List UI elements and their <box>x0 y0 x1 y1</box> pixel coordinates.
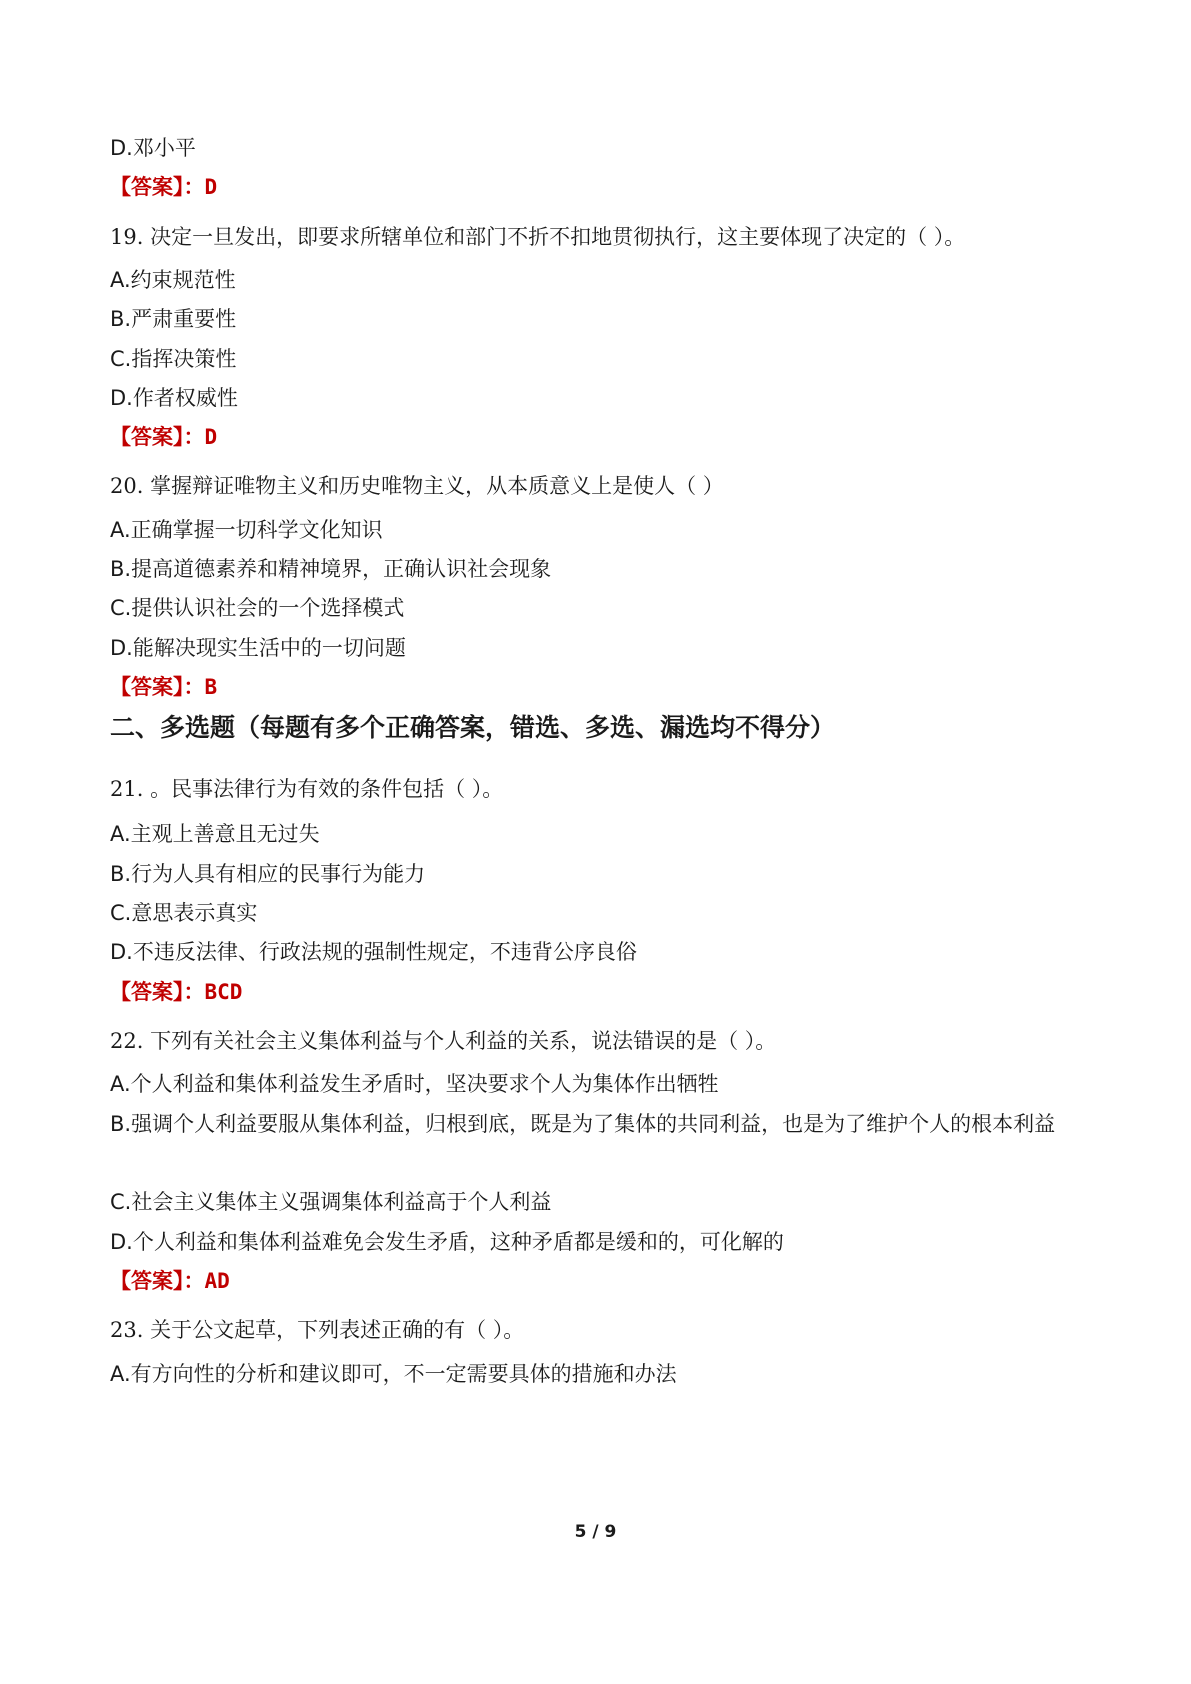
option-b-q20: B.提高道德素养和精神境界，正确认识社会现象 <box>110 557 552 581</box>
question-23: 23. 关于公文起草，下列表述正确的有（ ）。 <box>110 1318 525 1342</box>
option-b-q21: B.行为人具有相应的民事行为能力 <box>110 862 426 886</box>
answer-label: 【答案】： <box>110 1269 205 1293</box>
option-d-q18: D.邓小平 <box>110 136 196 160</box>
option-c-q22: C.社会主义集体主义强调集体利益高于个人利益 <box>110 1190 552 1214</box>
option-d-q20: D.能解决现实生活中的一切问题 <box>110 636 406 660</box>
answer-label: 【答案】： <box>110 425 205 449</box>
option-a-q19: A.约束规范性 <box>110 268 236 292</box>
answer-q19 <box>110 423 1091 451</box>
question-21: 21. 。民事法律行为有效的条件包括（ ）。 <box>110 777 504 801</box>
answer-q22 <box>110 1267 1091 1295</box>
answer-value: B <box>204 675 218 699</box>
answer-q20 <box>110 673 1091 701</box>
answer-value: D <box>204 175 218 199</box>
answer-value: AD <box>204 1269 230 1293</box>
option-b-q19: B.严肃重要性 <box>110 307 237 331</box>
question-19: 19. 决定一旦发出，即要求所辖单位和部门不折不扣地贯彻执行，这主要体现了决定的（ ）。 <box>110 225 966 249</box>
answer-value: BCD <box>204 980 243 1004</box>
answer-q18 <box>110 173 1091 201</box>
option-a-q23: A.有方向性的分析和建议即可，不一定需要具体的措施和办法 <box>110 1362 677 1386</box>
question-20: 20. 掌握辩证唯物主义和历史唯物主义，从本质意义上是使人（ ） <box>110 474 724 498</box>
option-d-q19: D.作者权威性 <box>110 386 238 410</box>
option-b-q22: B.强调个人利益要服从集体利益，归根到底，既是为了集体的共同利益，也是为了维护个人的根本利益 <box>110 1112 1056 1136</box>
option-c-q19: C.指挥决策性 <box>110 347 237 371</box>
page-number: 5 / 9 <box>574 1522 617 1542</box>
answer-q21 <box>110 978 1091 1006</box>
answer-label: 【答案】： <box>110 675 205 699</box>
option-c-q20: C.提供认识社会的一个选择模式 <box>110 596 405 620</box>
section-heading-multiple-choice: 二、多选题（每题有多个正确答案，错选、多选、漏选均不得分） <box>110 713 836 742</box>
option-a-q22: A.个人利益和集体利益发生矛盾时，坚决要求个人为集体作出牺牲 <box>110 1072 719 1096</box>
answer-label: 【答案】： <box>110 980 205 1004</box>
option-a-q20: A.正确掌握一切科学文化知识 <box>110 518 383 542</box>
question-22: 22. 下列有关社会主义集体利益与个人利益的关系，说法错误的是（ ）。 <box>110 1029 777 1053</box>
answer-label: 【答案】： <box>110 175 205 199</box>
option-a-q21: A.主观上善意且无过失 <box>110 822 320 846</box>
option-c-q21: C.意思表示真实 <box>110 901 258 925</box>
option-d-q21: D.不违反法律、行政法规的强制性规定，不违背公序良俗 <box>110 940 637 964</box>
answer-value: D <box>204 425 218 449</box>
option-d-q22: D.个人利益和集体利益难免会发生矛盾，这种矛盾都是缓和的，可化解的 <box>110 1230 784 1254</box>
